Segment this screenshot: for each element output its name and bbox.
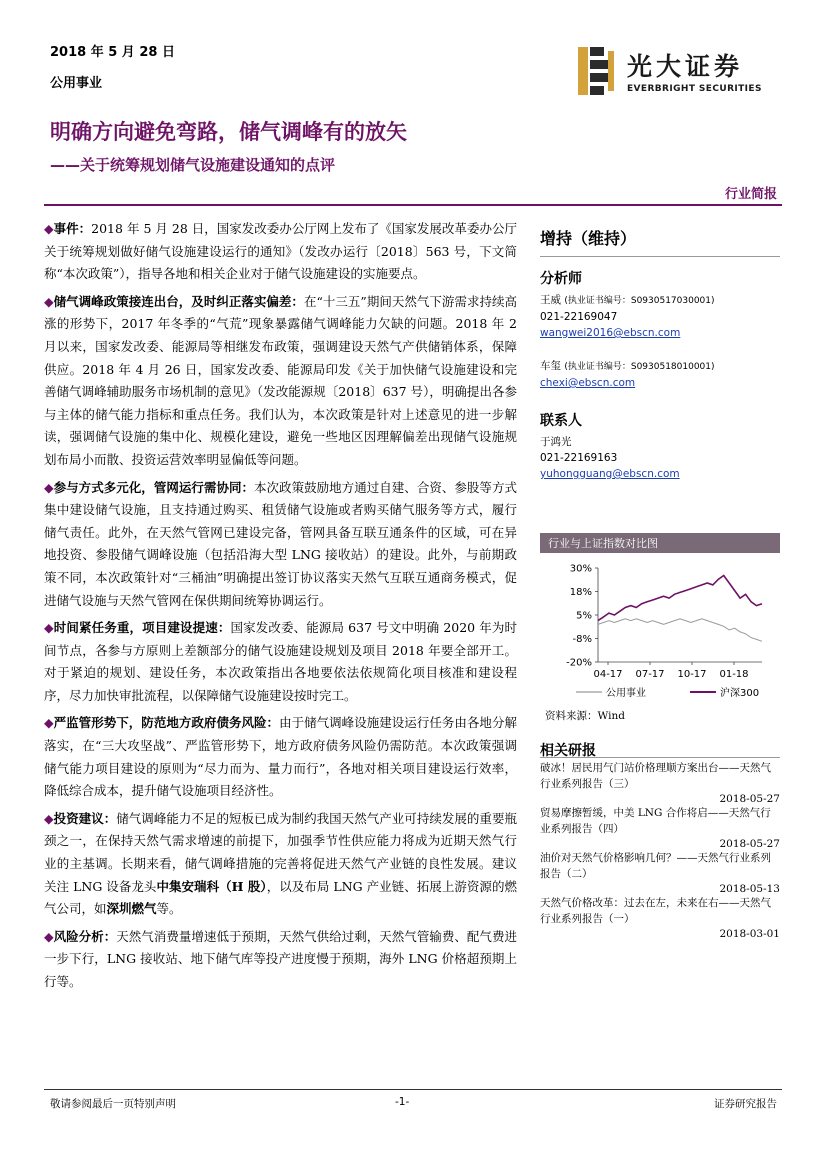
footer-disclaimer: 敬请参阅最后一页特别声明 — [50, 1098, 176, 1110]
sidebar-divider — [540, 256, 780, 257]
chart-y-tick-label: -20% — [566, 657, 592, 669]
chart-series-hs300 — [598, 576, 762, 621]
header-divider — [44, 204, 782, 206]
analyst-cert: (执业证书编号：S0930518010001) — [564, 362, 715, 372]
chart-series-utilities — [598, 619, 762, 642]
analyst-email-link[interactable]: wangwei2016@ebscn.com — [540, 327, 681, 339]
chart-y-tick-label: 18% — [569, 587, 592, 598]
related-report-1[interactable] — [540, 761, 780, 808]
body-paragraph-policy: ◆储气调峰政策接连出台，及时纠正落实偏差：在“十三五”期间天然气下游需求持续高涨的形势下，2017 年冬季的“气荒”现象暴露储气调峰能力欠缺的问题。2018 年 2 月以来，国家发改委、能源局等相继发布政策，强调建设天然气产供储销体系，保障供应。2018 年 4 月 26 日，国家发改委、能源局印发《关于加快储气设施建设和完善储气调峰辅助服务市场机制的意见》（发改能源规〔2018〕637 号），明确提出各参与主体的储气能力指标和重点任务。我们认为，本次政策是针对上述意见的进一步解读，强调储气设施的集中化、规模化建设，避免一些地区因理解偏差出现储气设施规划布局小而散、投资运营效率明显偏低等问题。 — [44, 293, 517, 467]
related-report-date: 2018-03-01 — [719, 928, 780, 940]
analyst-name: 王威 — [540, 294, 561, 306]
contact-heading: 联系人 — [540, 413, 582, 429]
analyst-cert: (执业证书编号：S0930517030001) — [564, 296, 715, 306]
related-heading: 相关研报 — [540, 743, 596, 759]
report-date: 2018 年 5 月 28 日 — [50, 45, 175, 60]
page-number: -1- — [395, 1096, 410, 1108]
chart-x-tick-label: 04-17 — [593, 669, 623, 680]
body-paragraph-regulation: ◆严监管形势下，防范地方政府债务风险：由于储气调峰设施建设运行任务由各地分解落实，在“三大攻坚战”、严监管形势下，地方政府债务风险仍需防范。本次政策强调储气能力项目建设的原则为“尽力而为、量力而行”，各地对相关项目建设运行效率，降低综合成本，提升储气设施项目经济性。 — [44, 715, 517, 799]
analyst-1 — [540, 292, 780, 341]
chart-title: 行业与上证指数对比图 — [548, 537, 658, 550]
related-report-title[interactable]: 天然气价格改革：过去在左，未来在右——天然气行业系列报告（一） — [540, 897, 771, 925]
related-report-date: 2018-05-13 — [719, 883, 780, 895]
related-report-4[interactable] — [540, 896, 780, 943]
chart-source: 资料来源：Wind — [545, 710, 625, 722]
analyst-name: 车玺 — [540, 360, 561, 372]
related-report-title[interactable]: 贸易摩擦暂缓，中美 LNG 合作将启——天然气行业系列报告（四） — [540, 807, 771, 835]
body-paragraph-timeline: ◆时间紧任务重，项目建设提速：国家发改委、能源局 637 号文中明确 2020 年为时间节点，各参与方原则上差额部分的储气设施建设规划及项目 2018 年要全部开工。对于紧迫的规划、建设任务，本次政策指出各地要依法依规简化项目核准和建设程序，尽力加快审批流程，以保障储气设施建设按时完工。 — [44, 620, 517, 703]
chart-x-tick-label: 07-17 — [635, 669, 665, 680]
related-report-3[interactable] — [540, 851, 780, 898]
chart-legend-label: 公用事业 — [606, 688, 646, 699]
related-report-title[interactable]: 破冰！居民用气门站价格理顺方案出台——天然气行业系列报告（三） — [540, 762, 771, 790]
body-paragraph-event: ◆事件：2018 年 5 月 28 日，国家发改委办公厅网上发布了《国家发展改革委办公厅关于统筹规划做好储气设施建设运行的通知》（发改办运行〔2018〕563 号，下文简称“本次政策”），指导各地和相关企业对于储气设施建设的实施要点。 — [44, 221, 517, 282]
body-paragraph-investment: ◆投资建议：储气调峰能力不足的短板已成为制约我国天然气产业可持续发展的重要瓶颈之一，在保持天然气需求增速的前提下，加强季节性供应能力将成为近期天然气行业的主基调。长期来看，储气调峰措施的完善将促进天然气产业链的良性发展。建议关注 LNG 设备龙头中集安瑞科（H 股），以及布局 LNG 产业链、拓展上游资源的燃气公司，如深圳燃气等。 — [44, 810, 517, 917]
everbright-logo-icon — [578, 47, 622, 95]
report-type-label: 行业简报 — [724, 187, 777, 202]
chart-legend-label: 沪深300 — [720, 688, 760, 699]
chart-y-tick-label: 5% — [576, 610, 592, 622]
sector-label: 公用事业 — [50, 76, 103, 91]
report-subtitle: ——关于统筹规划储气设施建设通知的点评 — [50, 156, 336, 174]
body-paragraph-participation: ◆参与方式多元化，管网运行需协同：本次政策鼓励地方通过自建、合资、参股等方式集中建设储气设施，且支持通过购买、租赁储气设施或者购买储气服务等方式，履行储气责任。此外，在天然气管网已建设完备，管网具备互联互通条件的区域，可在异地投资、参股储气调峰设施（包括沿海大型 LNG 接收站）的建设。此外，与前期政策不同，本次政策针对“三桶油”明确提出签订协议落实天然气互联互通商务模式，促进储气设施与天然气管网在保供期间统筹协调运行。 — [44, 479, 517, 608]
rating: 增持（维持） — [540, 229, 637, 248]
report-title: 明确方向避免弯路，储气调峰有的放矢 — [50, 120, 407, 144]
chart-y-tick-label: 30% — [569, 563, 592, 575]
logo-text-en: EVERBRIGHT SECURITIES — [627, 84, 762, 94]
contact-phone: 021-22169163 — [540, 452, 618, 464]
chart-x-tick-label: 01-18 — [719, 669, 749, 680]
related-report-2[interactable] — [540, 806, 780, 853]
comparison-chart — [540, 556, 780, 706]
analyst-email-link[interactable]: chexi@ebscn.com — [540, 377, 636, 389]
analyst-heading: 分析师 — [540, 271, 582, 287]
footer-report-label: 证券研究报告 — [714, 1098, 777, 1110]
chart-y-tick-label: -8% — [572, 634, 592, 645]
main-body — [44, 218, 517, 999]
body-paragraph-risk: ◆风险分析：天然气消费量增速低于预期，天然气供给过剩，天然气管输费、配气费进一步下行，LNG 接收站、地下储气库等投产进度慢于预期，海外 LNG 价格超预期上行等。 — [44, 928, 517, 989]
related-report-date: 2018-05-27 — [719, 793, 780, 805]
contact-name: 于鸿光 — [540, 436, 572, 448]
related-report-date: 2018-05-27 — [719, 838, 780, 850]
chart-x-tick-label: 10-17 — [677, 669, 707, 680]
analyst-2 — [540, 358, 780, 391]
footer-divider — [44, 1089, 782, 1090]
related-divider — [540, 757, 780, 758]
related-report-title[interactable]: 油价对天然气价格影响几何？——天然气行业系列报告（二） — [540, 852, 771, 880]
contact-block — [540, 434, 780, 482]
logo-text-cn: 光大证券 — [627, 52, 744, 81]
contact-email-link[interactable]: yuhongguang@ebscn.com — [540, 468, 680, 480]
analyst-phone: 021-22169047 — [540, 311, 618, 323]
